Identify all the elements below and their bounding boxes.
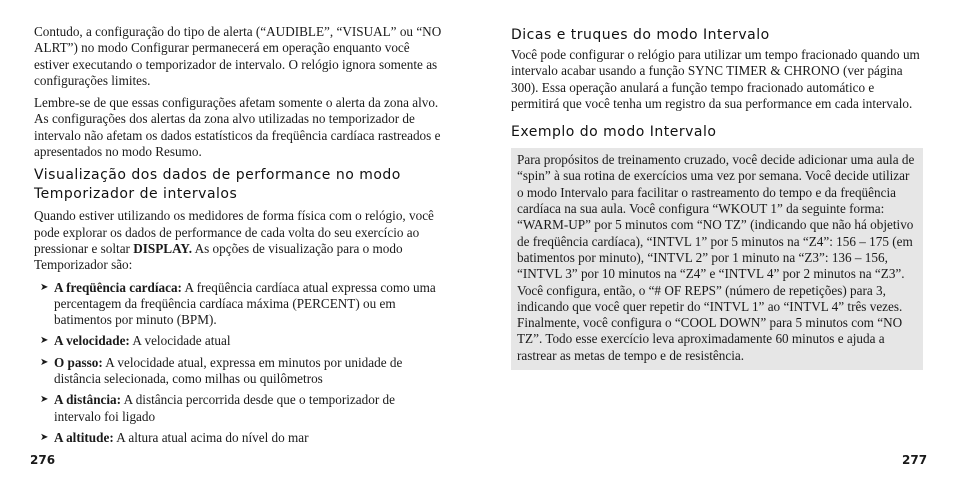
- left-paragraph-display-options: [34, 208, 444, 273]
- arrow-bullet-icon: ➤: [40, 356, 49, 368]
- display-button-name: DISPLAY.: [133, 240, 193, 256]
- page-number-right: 277: [902, 453, 928, 467]
- list-item-heart-rate: [34, 280, 444, 329]
- list-item-text: A altura atual acima do nível do mar: [113, 429, 309, 445]
- display-options-text-after: As opções de visualização para o modo Temporizador são:: [34, 240, 403, 273]
- list-item-pace: [34, 355, 444, 388]
- list-item-text: A velocidade atual: [129, 333, 231, 349]
- list-item-term: A distância:: [54, 392, 122, 408]
- tips-paragraph: Você pode configurar o relógio para utilizar um tempo fracionado quando um intervalo acabar usando a função SYNC TIMER & CHRONO (ver página 300). Essa operação anulará a função tempo fracionado automático e permitirá que você tenha um registro da sua performance em cada intervalo.: [511, 47, 920, 111]
- example-heading: Exemplo do modo Intervalo: [511, 124, 717, 141]
- list-item-altitude: [34, 430, 444, 446]
- list-item-term: A velocidade:: [54, 333, 130, 349]
- arrow-bullet-icon: ➤: [40, 281, 49, 293]
- list-item-distance: [34, 392, 444, 425]
- display-options-list: [34, 280, 444, 447]
- arrow-bullet-icon: ➤: [40, 431, 49, 443]
- arrow-bullet-icon: ➤: [40, 335, 49, 347]
- left-section-heading: Visualização dos dados de performance no modo Temporizador de intervalos: [34, 167, 401, 203]
- list-item-text: A distância percorrida desde que o temporizador de intervalo foi ligado: [54, 392, 395, 424]
- arrow-bullet-icon: ➤: [40, 394, 49, 406]
- display-options-text-before: Quando estiver utilizando os medidores de forma física com o relógio, você pode explorar os dados de performance de cada volta do seu exercício ao pressionar e soltar: [34, 208, 434, 256]
- example-shaded-box: [511, 148, 923, 370]
- left-paragraph-alert-type: Contudo, a configuração do tipo de alerta (“AUDIBLE”, “VISUAL” ou “NO ALRT”) no modo Configurar permanecerá em operação enquanto você estiver executando o temporizador de intervalo. O relógio ignora somente as configurações limites.: [34, 24, 442, 88]
- list-item-text: A freqüência cardíaca atual expressa como uma percentagem da freqüência cardíaca máxima (PERCENT) ou em batimentos por minuto (BPM).: [54, 279, 436, 328]
- right-page-column: [511, 24, 923, 370]
- list-item-term: O passo:: [54, 354, 103, 370]
- page-number-left: 276: [30, 453, 56, 467]
- tips-heading: Dicas e truques do modo Intervalo: [511, 27, 770, 43]
- left-paragraph-target-zone: Lembre-se de que essas configurações afetam somente o alerta da zona alvo. As configurações dos alertas da zona alvo utilizadas no temporizador de intervalo não afetam os dados estatísticos da freqüência cardíaca rastreados e apresentados no modo Resumo.: [34, 95, 441, 160]
- example-paragraph: Para propósitos de treinamento cruzado, você decide adicionar uma aula de “spin” à sua rotina de exercícios uma vez por semana. Você decide utilizar o modo Intervalo para facilitar o rastreamento do tempo e da freqüência cardíaca na sua aula. Você configura “WKOUT 1” da seguinte forma: “WARM-UP” por 5 minutos com “NO TZ” (indicando que não há objetivo de freqüência cardíaca), “INTVL 1” por 5 minutos na “Z4”: 156 – 175 (em batimentos por minuto), “INTVL 2” por 1 minuto na “Z3”: 136 – 156, “INTVL 3” por 10 minutos na “Z4” e “INTVL 4” por 2 minutos na “Z3”. Você configura, então, o “# OF REPS” (número de repetições) para 3, indicando que você quer repetir do “INTVL 1” ao “INTVL 4” três vezes. Finalmente, você configura o “COOL DOWN” para 5 minutos com “NO TZ”. Todo esse exercício leva aproximadamente 60 minutos e ajuda a rastrear as metas de tempo e de resistência.: [517, 152, 915, 363]
- list-item-term: A altitude:: [54, 429, 114, 445]
- list-item-term: A freqüência cardíaca:: [54, 279, 182, 295]
- list-item-speed: [34, 333, 444, 349]
- list-item-text: A velocidade atual, expressa em minutos por unidade de distância selecionada, como milhas ou quilômetros: [54, 354, 403, 387]
- left-page-column: [34, 24, 444, 451]
